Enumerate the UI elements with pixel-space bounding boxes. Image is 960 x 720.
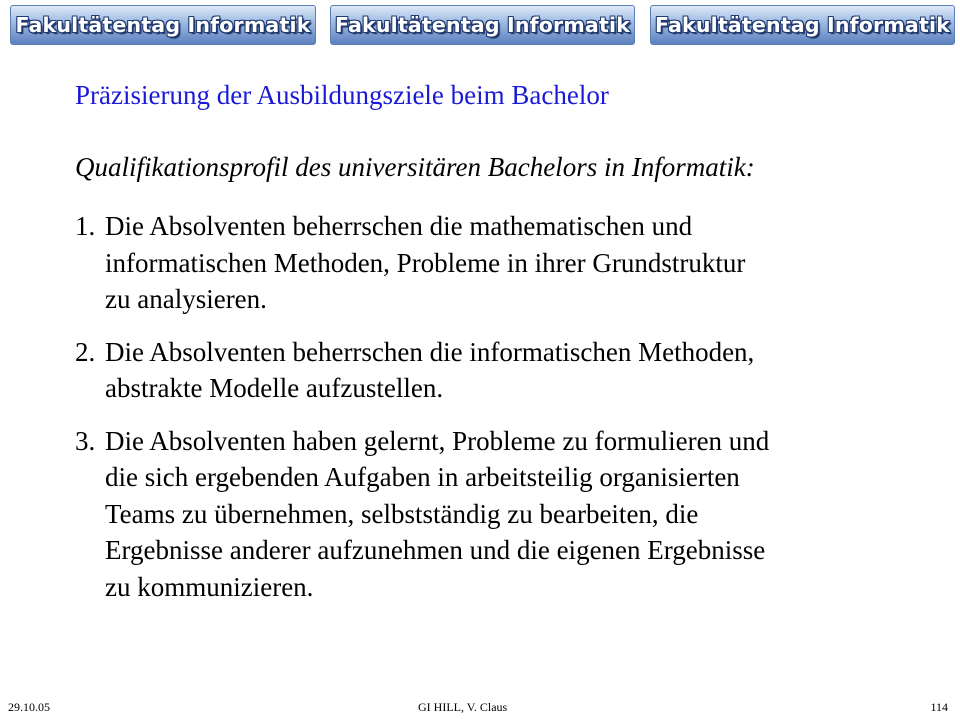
banner-logo-2: Fakultätentag Informatik (330, 5, 635, 45)
list-item-number: 1. (75, 211, 96, 241)
list-item-line: Ergebnisse anderer aufzunehmen und die eigenen Ergebnisse (105, 535, 766, 565)
list-item-line: zu analysieren. (105, 284, 267, 314)
list-item-text (105, 208, 905, 318)
list-item (75, 208, 905, 318)
qualification-list (75, 208, 905, 621)
list-item-line: zu kommunizieren. (105, 571, 314, 602)
list-item-line: Teams zu übernehmen, selbstständig zu bearbeiten, die (105, 498, 699, 529)
slide-subtitle: Qualifikationsprofil des universitären Bachelors in Informatik: (75, 152, 755, 182)
slide-title: Präzisierung der Ausbildungsziele beim Bachelor (75, 80, 609, 110)
list-item-line: Die Absolventen beherrschen die mathematischen und (105, 211, 693, 241)
header-banners (10, 5, 955, 45)
list-item-line: Die Absolventen haben gelernt, Probleme zu formulieren und (105, 425, 770, 456)
list-item-text (105, 423, 905, 606)
banner-logo-1: Fakultätentag Informatik (10, 5, 316, 45)
list-item-number: 2. (75, 336, 96, 367)
list-item-line: informatischen Methoden, Probleme in ihrer Grundstruktur (105, 247, 746, 278)
list-item-line: die sich ergebenden Aufgaben in arbeitsteilig organisierten (105, 462, 740, 492)
list-item (75, 423, 905, 606)
footer-date: 29.10.05 (8, 700, 50, 714)
list-item (75, 334, 905, 407)
list-item-number: 3. (75, 425, 96, 456)
list-item-text (105, 334, 905, 407)
footer-page-number: 114 (930, 700, 948, 714)
list-item-line: abstrakte Modelle aufzustellen. (105, 373, 444, 403)
footer-author: GI HILL, V. Claus (418, 700, 508, 714)
list-item-line: Die Absolventen beherrschen die informatischen Methoden, (105, 336, 755, 367)
banner-logo-3: Fakultätentag Informatik (650, 5, 955, 45)
